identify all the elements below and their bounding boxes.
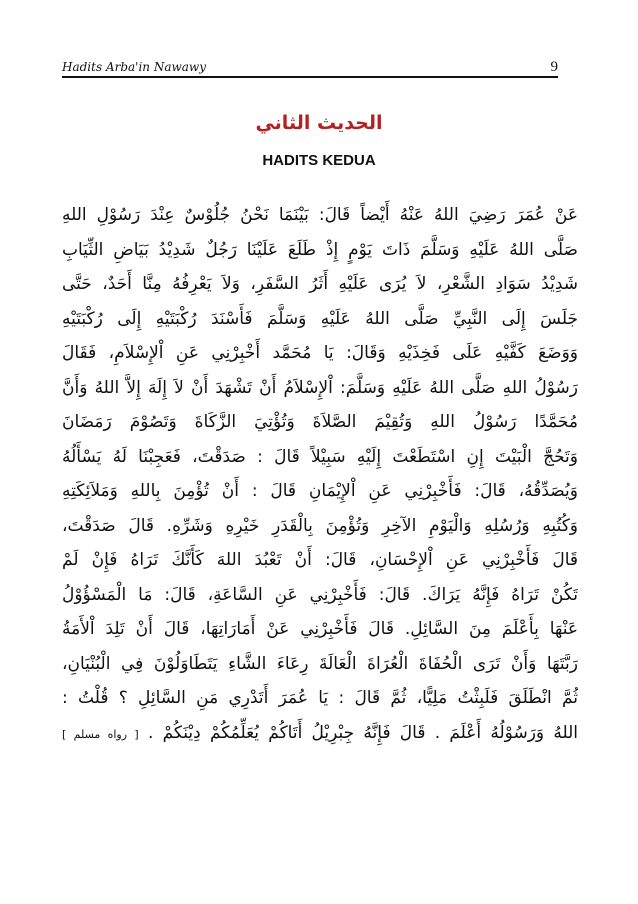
hadith-line: وَتَحُجَّ الْبَيْتَ إِنِ اسْتَطَعْتَ إِلَيْهِ سَبِيْلاً قَالَ : صَدَقْتَ، فَعَجِبْنَا لَهُ يَسْأَلُهُ bbox=[62, 446, 578, 467]
hadith-line: مُحَمَّدًا رَسُوْلُ اللهِ وَتُقِيْمَ الصَّلاَةَ وَتُؤْتِيَ الزَّكَاةَ وَتَصُوْمَ رَمَضَانَ bbox=[62, 412, 578, 432]
hadith-line: تَكُنْ تَرَاهُ فَإِنَّهُ يَرَاكَ. قَالَ: فَأَخْبِرْنِي عَنِ السَّاعَةِ، قَالَ: مَا الْمَسْؤُوْلُ bbox=[62, 584, 578, 605]
header-title: Hadits Arba'in Nawawy bbox=[62, 60, 206, 74]
hadith-line-last bbox=[62, 716, 578, 751]
page-number: 9 bbox=[550, 59, 558, 75]
hadith-line: صَلَّى اللهُ عَلَيْهِ وَسَلَّمَ ذَاتَ يَوْمٍ إِذْ طَلَعَ عَلَيْنَا رَجُلٌ شَدِيْدُ بَيَاضِ الثِّيَابِ bbox=[62, 239, 578, 260]
hadith-title-indonesian: HADITS KEDUA bbox=[262, 152, 376, 169]
page-header bbox=[62, 56, 558, 78]
hadith-line: قَالَ فَأَخْبِرْنِي عَنِ اْلإِحْسَانِ، قَالَ: أَنْ تَعْبُدَ اللهَ كَأَنَّكَ تَرَاهُ فَإِنْ لَمْ bbox=[62, 550, 578, 570]
hadith-line: رَبَّتَهَا وَأَنْ تَرَى الْحُفَاةَ الْعُرَاةَ الْعَالَةَ رِعَاءَ الشَّاءِ يَتَطَاوَلُوْنَ فِي الْبُنْيَانِ، bbox=[62, 653, 578, 674]
hadith-line-text: اللهُ وَرَسُوْلُهُ أَعْلَمَ . قَالَ فَإِنَّهُ جِبْرِيْلُ أَتَاكُمْ يُعَلِّمُكُمْ دِيْنَكُمْ . bbox=[147, 722, 578, 743]
hadith-line: جَلَسَ إِلَى النَّبِيِّ صَلَّى اللهُ عَلَيْهِ وَسَلَّمَ فَأَسْنَدَ رُكْبَتَيْهِ إِلَى رُكْبَتَيْهِ bbox=[62, 308, 578, 329]
hadith-line: عَنْ عُمَرَ رَضِيَ اللهُ عَنْهُ أَيْضاً قَالَ: بَيْنَمَا نَحْنُ جُلُوْسٌ عِنْدَ رَسُوْلِ اللهِ bbox=[62, 205, 578, 225]
hadith-line: عَنْهَا بِأَعْلَمَ مِنَ السَّائِلِ. قَالَ فَأَخْبِرْنِي عَنْ أَمَارَاتِهَا، قَالَ أَنْ تَلِدَ اْلأَمَةُ bbox=[62, 619, 578, 639]
hadith-line: وَوَضَعَ كَفَّيْهِ عَلَى فَخِذَيْهِ وَقَالَ: يَا مُحَمَّد أَخْبِرْنِي عَنِ اْلإِسْلاَمِ، فَقَالَ bbox=[62, 343, 578, 363]
hadith-title-arabic: الحديث الثاني bbox=[255, 112, 383, 134]
hadith-line: رَسُوْلُ اللهِ صَلَّى اللهُ عَلَيْهِ وَسَلَّمَ: اْلإِسْلاَمُ أَنْ تَشْهَدَ أَنْ لاَ إِلَهَ إِلاَّ اللهُ وَأَنَّ bbox=[62, 377, 578, 398]
hadith-line: وَكُتُبِهِ وَرُسُلِهِ وَالْيَوْمِ الآخِرِ وَتُؤْمِنَ بِالْقَدَرِ خَيْرِهِ وَشَرِّهِ. قَالَ صَدَقْتَ، bbox=[62, 515, 578, 536]
hadith-line: ثُمَّ انْطَلَقَ فَلَبِثْتُ مَلِيًّا، ثُمَّ قَالَ : يَا عُمَرَ أَتَدْرِي مَنِ السَّائِلِ ؟ قُلْتُ : bbox=[62, 688, 578, 708]
hadith-text bbox=[62, 198, 578, 750]
hadith-line: شَدِيْدُ سَوَادِ الشَّعْرِ، لاَ يُرَى عَلَيْهِ أَثَرُ السَّفَرِ، وَلاَ يَعْرِفُهُ مِنَّا أَحَدٌ، حَتَّى bbox=[62, 274, 578, 294]
hadith-source: [ رواه مسلم ] bbox=[62, 727, 139, 741]
header-rule bbox=[62, 76, 558, 78]
hadith-line: وَيُصَدِّقُهُ، قَالَ: فَأَخْبِرْنِي عَنِ اْلإِيْمَانِ قَالَ : أَنْ تُؤْمِنَ بِاللهِ وَمَلاَئِكَتِهِ bbox=[62, 481, 578, 501]
